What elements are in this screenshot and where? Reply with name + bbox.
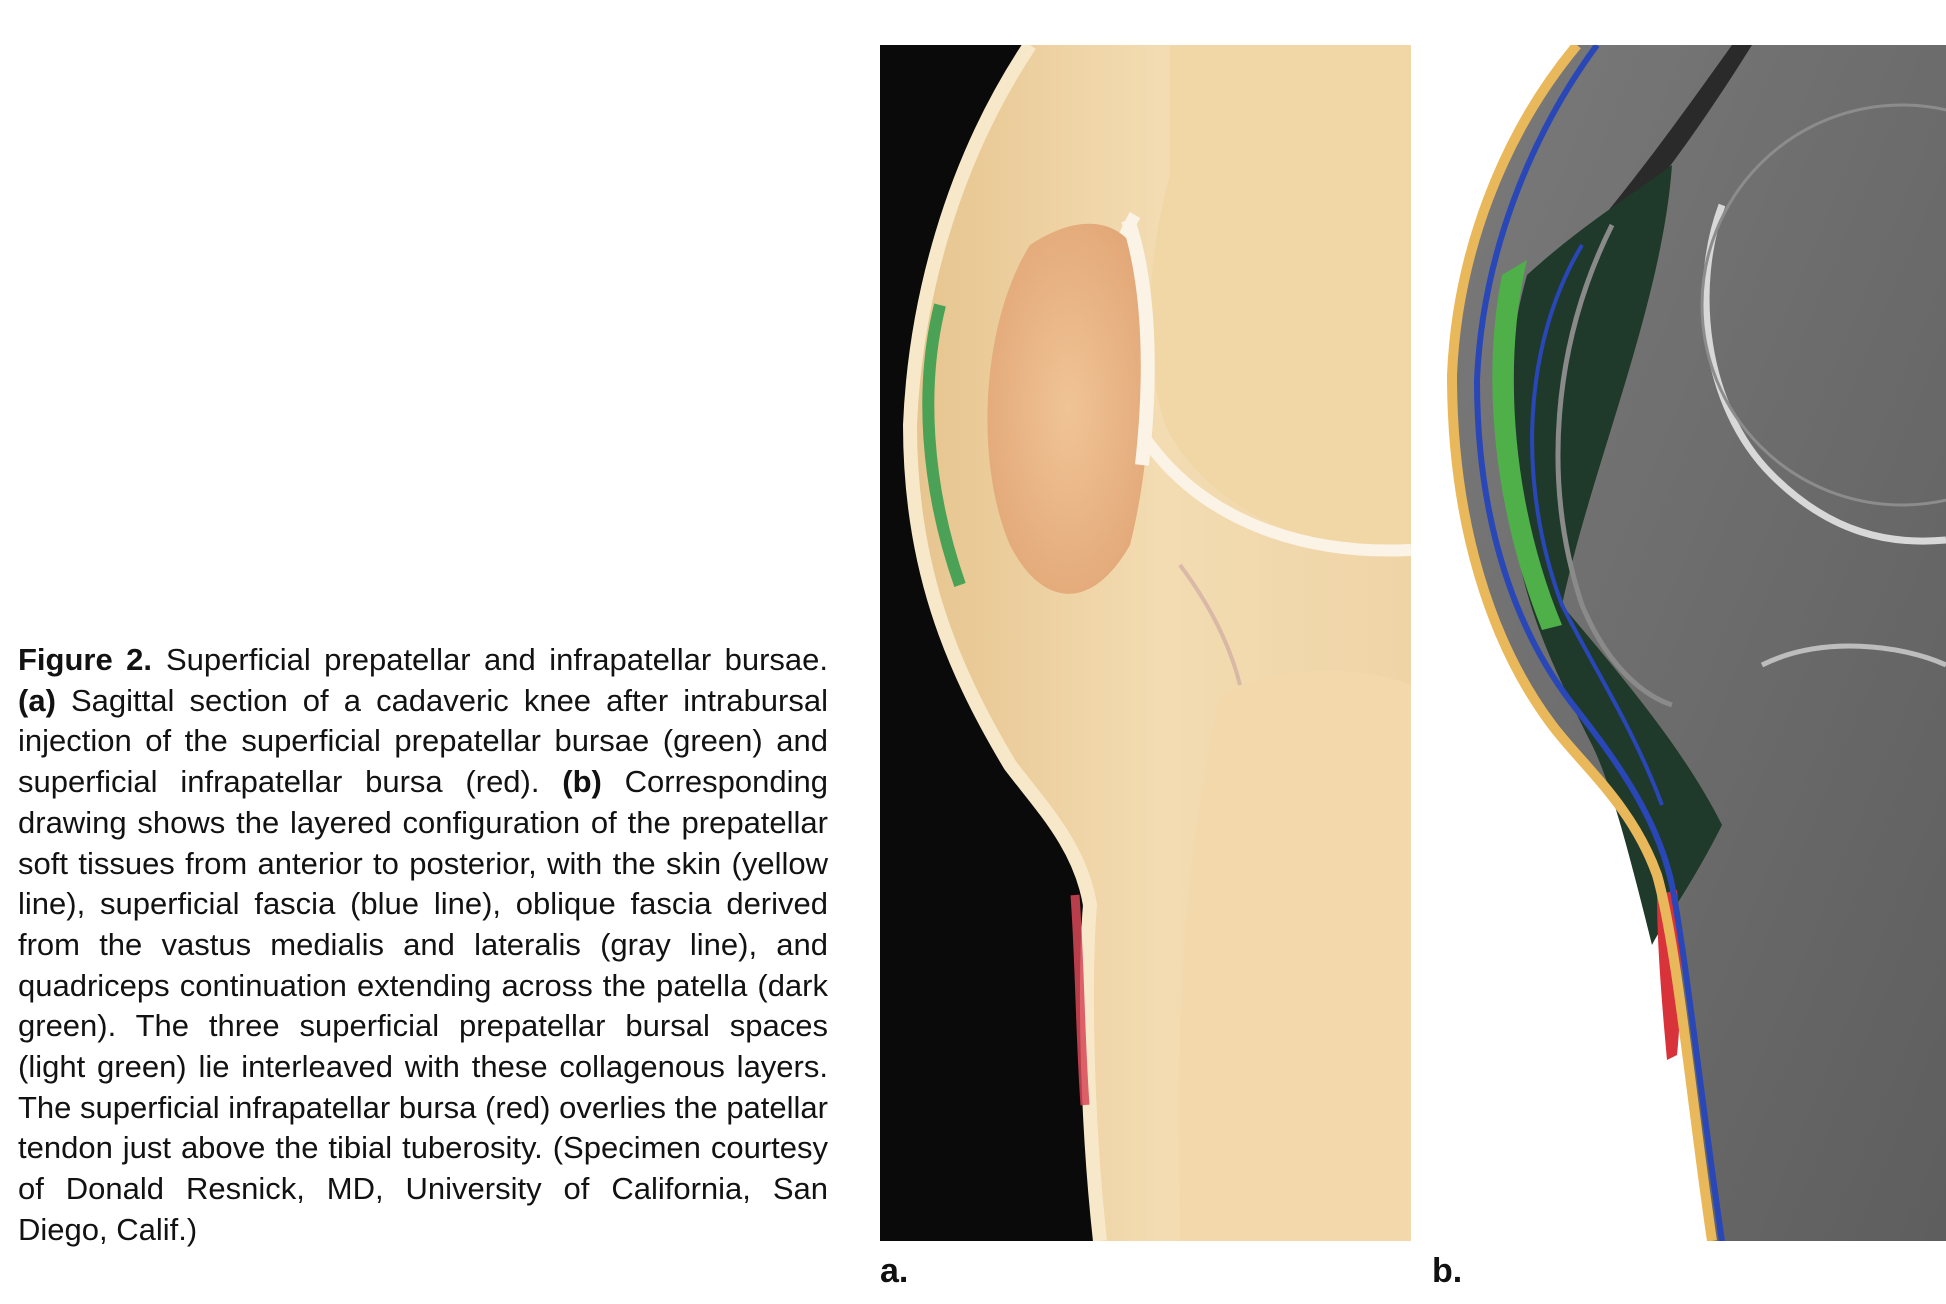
- figure-caption: [18, 640, 828, 1251]
- layer-drawing-illustration: [1432, 45, 1946, 1241]
- caption-ref-b: (b): [562, 764, 602, 800]
- panel-a-label: a.: [880, 1252, 909, 1290]
- figure-label: Figure 2.: [18, 642, 152, 677]
- tibia: [1179, 671, 1411, 1241]
- caption-text-2: Sagittal section of a cadaveric knee after intrabursal injection of the superficial prepatellar bursae (green) and superficial infrapatellar bursa (red).: [18, 682, 828, 800]
- caption-text-1: Superficial prepatellar and infrapatellar bursae.: [166, 642, 828, 677]
- caption-ref-a: (a): [18, 682, 56, 718]
- caption-text-3: Corresponding drawing shows the layered configuration of the prepatellar soft tissues from anterior to posterior, with the skin (yellow line), superficial fascia (blue line), oblique fascia derived from the vastus medialis and lateralis (gray line), and quadriceps continuation extending across the patella (dark green). The three superficial prepatellar bursal spaces (light green) lie interleaved with these collagenous layers. The superficial infrapatellar bursa (red) overlies the patellar tendon just above the tibial tuberosity. (Specimen courtesy of Donald Resnick, MD, University of California, San Diego, Calif.): [18, 764, 828, 1247]
- panel-b-drawing: [1432, 45, 1946, 1241]
- cadaver-section-illustration: [880, 45, 1411, 1241]
- panel-a-cadaver-photo: [880, 45, 1411, 1241]
- panel-b-label: b.: [1432, 1252, 1463, 1290]
